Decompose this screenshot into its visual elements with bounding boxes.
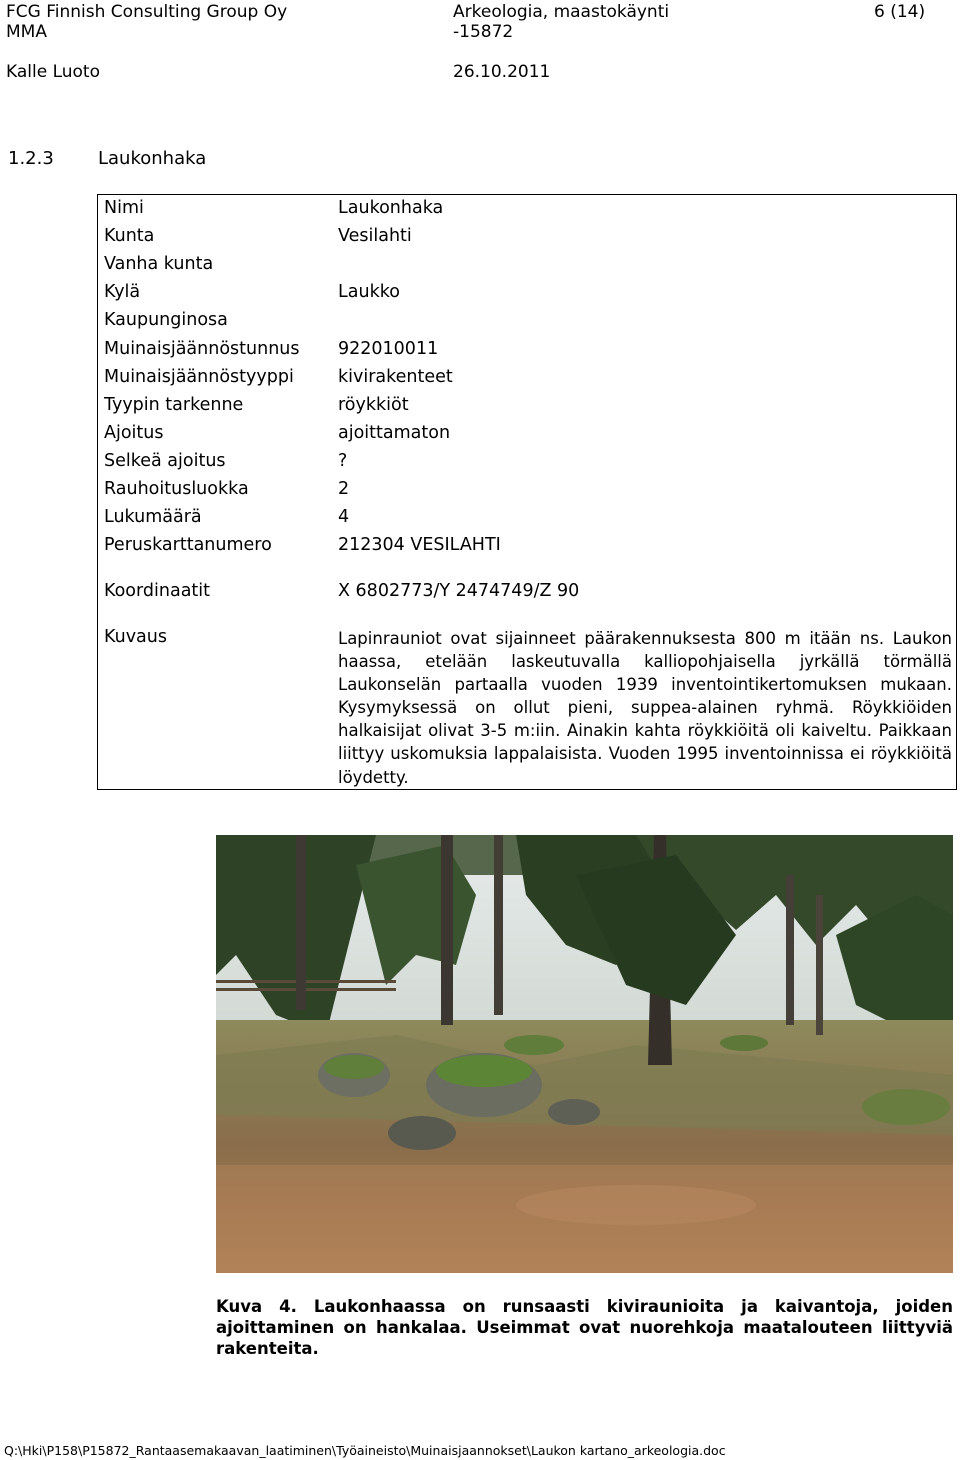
field-label-rauhoitusluokka: Rauhoitusluokka (104, 479, 249, 499)
company-name: FCG Finnish Consulting Group Oy (6, 2, 288, 22)
site-photo (216, 835, 953, 1273)
document-date: 26.10.2011 (453, 62, 551, 82)
field-value-kunta: Vesilahti (338, 226, 412, 246)
section-title: Laukonhaka (98, 148, 207, 169)
field-label-vanha-kunta: Vanha kunta (104, 254, 214, 274)
field-value-kyla: Laukko (338, 282, 400, 302)
field-label-muinaisjaannostyyppi: Muinaisjäännöstyyppi (104, 367, 294, 387)
field-label-peruskarttanumero: Peruskarttanumero (104, 535, 272, 555)
field-label-selkea-ajoitus: Selkeä ajoitus (104, 451, 226, 471)
project-number: -15872 (453, 22, 514, 42)
field-label-kunta: Kunta (104, 226, 155, 246)
field-label-lukumaara: Lukumäärä (104, 507, 202, 527)
field-value-muinaisjaannostunnus: 922010011 (338, 339, 439, 359)
field-value-selkea-ajoitus: ? (338, 451, 348, 471)
field-value-nimi: Laukonhaka (338, 198, 444, 218)
field-value-koordinaatit: X 6802773/Y 2474749/Z 90 (338, 581, 580, 601)
field-label-kyla: Kylä (104, 282, 141, 302)
client-name: MMA (6, 22, 47, 42)
field-label-kaupunginosa: Kaupunginosa (104, 310, 228, 330)
field-value-muinaisjaannostyyppi: kivirakenteet (338, 367, 453, 387)
project-title: Arkeologia, maastokäynti (453, 2, 670, 22)
section-number: 1.2.3 (8, 148, 54, 169)
author-name: Kalle Luoto (6, 62, 100, 82)
field-value-ajoitus: ajoittamaton (338, 423, 451, 443)
field-value-rauhoitusluokka: 2 (338, 479, 350, 499)
field-label-muinaisjaannostunnus: Muinaisjäännöstunnus (104, 339, 300, 359)
field-value-peruskarttanumero: 212304 VESILAHTI (338, 535, 501, 555)
field-label-tyypin-tarkenne: Tyypin tarkenne (104, 395, 244, 415)
field-value-lukumaara: 4 (338, 507, 350, 527)
field-label-ajoitus: Ajoitus (104, 423, 164, 443)
photo-caption: Kuva 4. Laukonhaassa on runsaasti kiviraunioita ja kaivantoja, joiden ajoittaminen on hankalaa. Useimmat ovat nuorehkoja maatalouteen liittyviä rakenteita. (216, 1297, 953, 1358)
field-value-tyypin-tarkenne: röykkiöt (338, 395, 409, 415)
field-label-koordinaatit: Koordinaatit (104, 581, 210, 601)
field-label-nimi: Nimi (104, 198, 144, 218)
page-number: 6 (14) (874, 2, 926, 22)
field-label-kuvaus: Kuvaus (104, 627, 167, 647)
description-text: Lapinrauniot ovat sijainneet päärakennuksesta 800 m itään ns. Laukon haassa, etelään laskeutuvalla kalliopohjaisella jyrkällä törmällä Laukonselän partaalla vuoden 1939 inventointikertomuksen mukaan. Kysymyksessä on ollut pieni, suppea-alainen ryhmä. Röykkiöiden halkaisijat olivat 3-5 m:iin. Ainakin kahta röykkiöitä oli kaiveltu. Paikkaan liittyy uskomuksia lappalaisista. Vuoden 1995 inventoinnissa ei röykkiöitä löydetty. (338, 629, 952, 787)
file-path-footer: Q:\Hki\P158\P15872_Rantaasemakaavan_laatiminen\Työaineisto\Muinaisjaannokset\Laukon kartano_arkeologia.doc (4, 1443, 726, 1458)
